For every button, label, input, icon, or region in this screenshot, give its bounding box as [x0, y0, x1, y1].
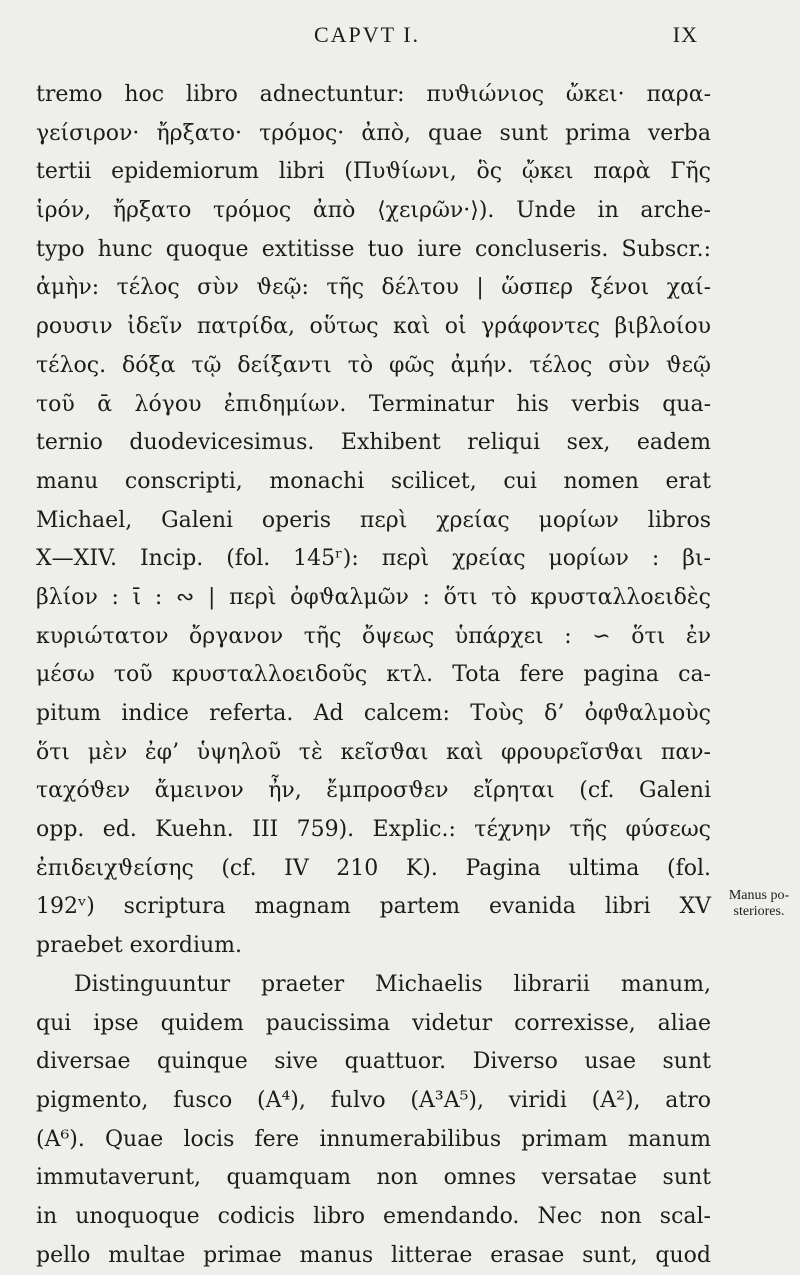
text-line: ρουσιν ἰδεῖν πατρίδα, οὕτως καὶ οἱ γράφοντες βιβλοίου	[36, 314, 711, 340]
body-text	[36, 76, 711, 1275]
text-line: pigmento, fusco (A⁴), fulvo (A³A⁵), viridi (A²), atro	[36, 1087, 711, 1113]
margin-note-line: Manus po-	[728, 888, 790, 903]
text-line: ἐπιδειχϑείσης (cf. IV 210 K). Pagina ultima (fol.	[36, 855, 711, 881]
text-line: ἱρόν, ἤρξατο τρόμος ἀπὸ ⟨χειρῶν·⟩). Unde in arche-	[36, 198, 711, 224]
text-line: ταχόϑεν ἄμεινον ἦν, ἔμπροσϑεν εἴρηται (cf. Galeni	[36, 778, 711, 804]
chapter-title: CAPVT I.	[313, 22, 421, 47]
text-line-paragraph-start: Distinguuntur praeter Michaelis librarii manum,	[74, 971, 711, 997]
text-line: typo hunc quoque extitisse tuo iure concluseris. Subscr.:	[36, 236, 711, 262]
text-line: immutaverunt, quamquam non omnes versatae sunt	[36, 1165, 711, 1191]
text-line: μέσω τοῦ κρυσταλλοειδοῦς κτλ. Tota fere pagina ca-	[36, 662, 711, 688]
margin-note-line: steriores.	[733, 904, 785, 919]
text-line: pitum indice referta. Ad calcem: Τοὺς δ’ ὀφϑαλμοὺς	[36, 701, 711, 726]
text-line: 192ᵛ) scriptura magnam partem evanida libri XV	[36, 894, 711, 920]
text-line: tremo hoc libro adnectuntur: πυϑιώνιος ὤκει· παρα-	[36, 82, 711, 107]
page-number: IX	[672, 22, 698, 47]
text-line: γείσιρον· ἤρξατο· τρόμος· ἀπὸ, quae sunt prima verba	[36, 120, 711, 146]
text-line: X—XIV. Incip. (fol. 145ʳ): περὶ χρείας μορίων : βι-	[36, 546, 711, 572]
text-line: τοῦ ᾱ λόγου ἐπιδημίων. Terminatur his verbis qua-	[36, 391, 711, 417]
text-line: ἀμὴν: τέλος σὺν ϑεῷ: τῆς δέλτου | ὥσπερ ξένοι χαί-	[36, 275, 711, 301]
text-line: ternio duodevicesimus. Exhibent reliqui sex, eadem	[36, 430, 711, 456]
text-line-paragraph-end: praebet exordium.	[36, 933, 243, 959]
text-line: tertii epidemiorum libri (Πυϑίωνι, ὃς ᾤκει παρὰ Γῆς	[36, 159, 711, 185]
running-header	[36, 22, 698, 58]
text-line: qui ipse quidem paucissima videtur correxisse, aliae	[36, 1010, 711, 1036]
text-line: diversae quinque sive quattuor. Diverso usae sunt	[36, 1049, 711, 1075]
margin-note	[720, 888, 798, 920]
text-line: βλίον : ῑ : ∾ | περὶ ὀφϑαλμῶν : ὅτι τὸ κρυσταλλοειδὲς	[36, 584, 711, 610]
text-line: τέλος. δόξα τῷ δείξαντι τὸ φῶς ἀμήν. τέλος σὺν ϑεῷ	[36, 352, 711, 378]
text-line: κυριώτατον ὄργανον τῆς ὄψεως ὑπάρχει : ∽ ὅτι ἐν	[36, 623, 711, 649]
text-line: (A⁶). Quae locis fere innumerabilibus primam manum	[36, 1126, 711, 1152]
text-line: ὅτι μὲν ἐφ’ ὑψηλοῦ τὲ κεῖσϑαι καὶ φρουρεῖσϑαι παν-	[36, 739, 711, 765]
text-line: manu conscripti, monachi scilicet, cui nomen erat	[36, 468, 711, 494]
text-line: pello multae primae manus litterae erasae sunt, quod	[36, 1242, 711, 1268]
text-line: Michael, Galeni operis περὶ χρείας μορίων libros	[36, 507, 711, 533]
text-line: opp. ed. Kuehn. III 759). Explic.: τέχνην τῆς φύσεως	[36, 817, 711, 843]
text-line: in unoquoque codicis libro emendando. Nec non scal-	[36, 1203, 711, 1229]
